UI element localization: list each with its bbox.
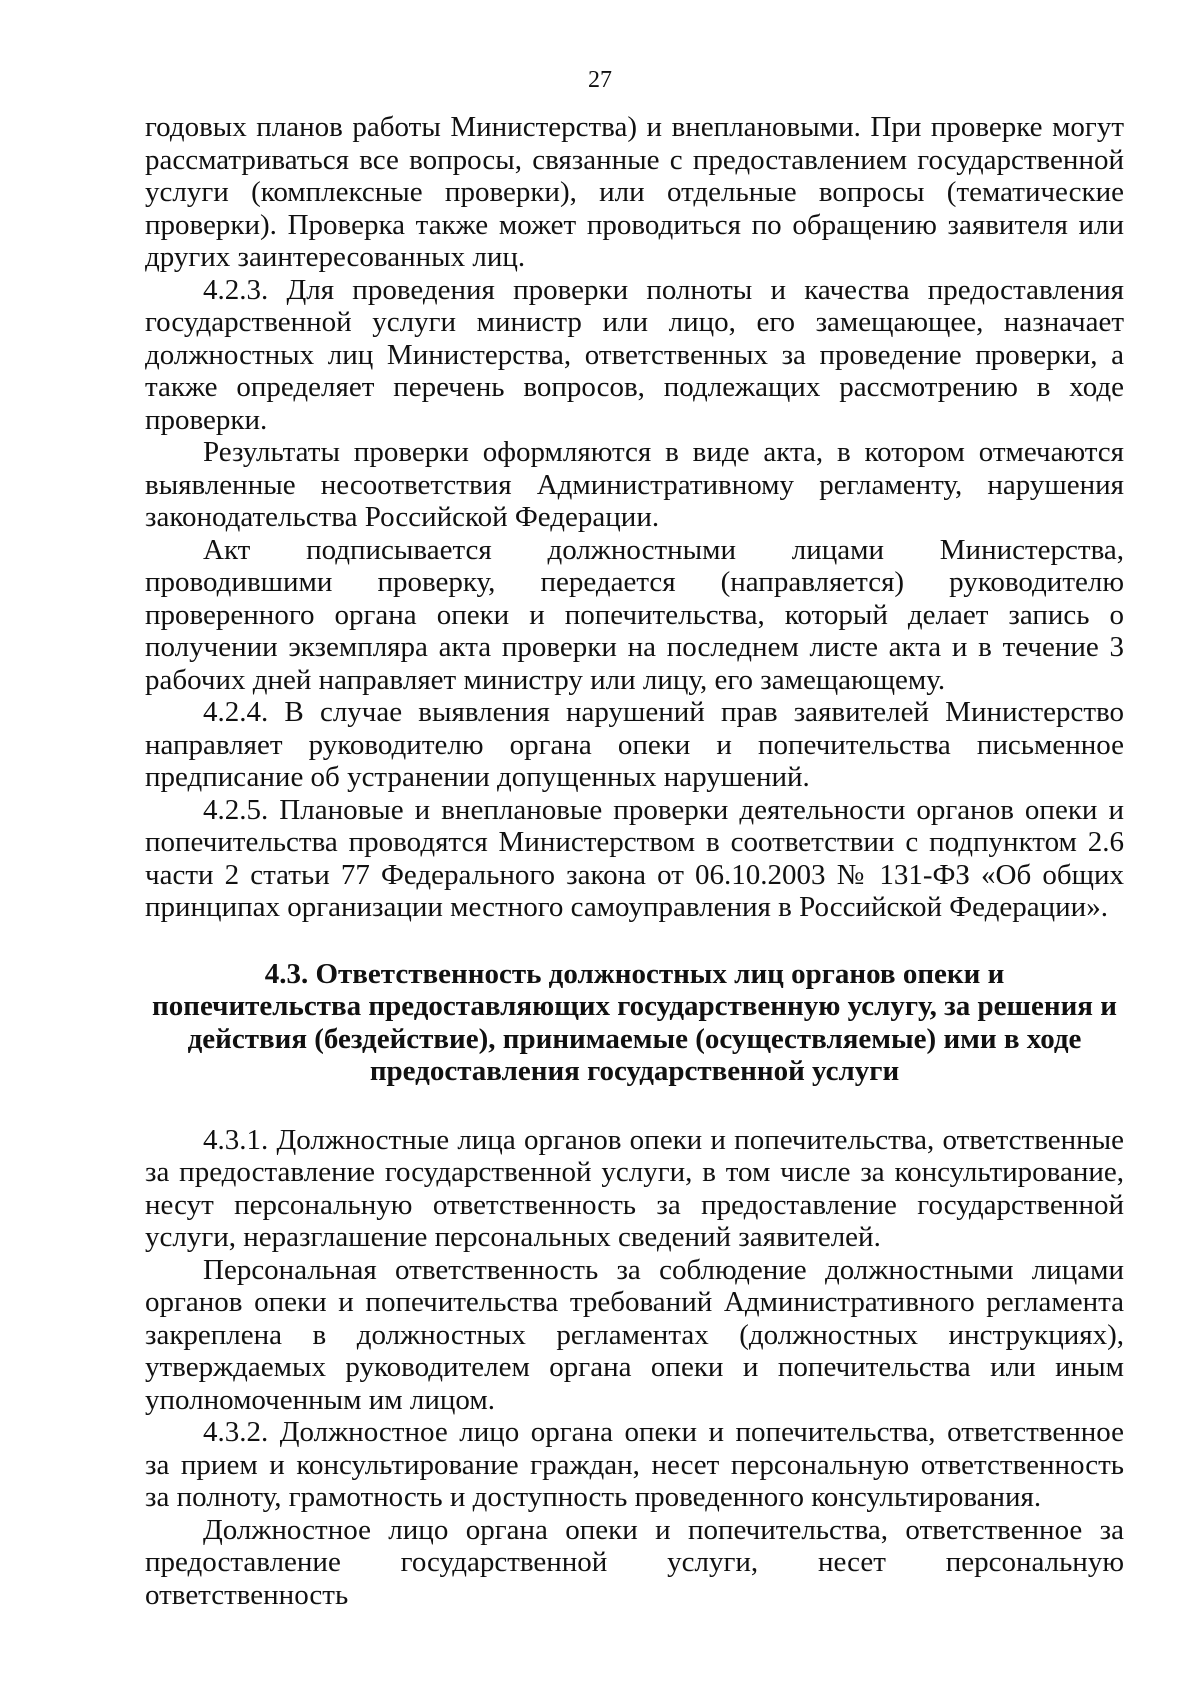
paragraph-personal-responsibility: Персональная ответственность за соблюдение должностными лицами органов опеки и попечительства требований Административного регламента закреплена в должностных регламентах (должностных инструкциях), утверждаемых руководителем органа опеки и попечительства или иным уполномоченным им лицом. (145, 1253, 1124, 1416)
section-heading-4-3 (145, 958, 1124, 1088)
paragraph-4-3-2: 4.3.2. Должностное лицо органа опеки и попечительства, ответственное за прием и консультирование граждан, несет персональную ответственность за полноту, грамотность и доступность проведенного консультирования. (145, 1416, 1124, 1513)
paragraph-4-2-4: 4.2.4. В случае выявления нарушений прав заявителей Министерство направляет руководителю органа опеки и попечительства письменное предписание об устранении допущенных нарушений. (145, 696, 1124, 793)
page-number: 27 (588, 67, 612, 93)
section-heading-line: действия (бездействие), принимаемые (осуществляемые) ими в ходе (187, 1022, 1082, 1055)
paragraph-official-responsibility: Должностное лицо органа опеки и попечительства, ответственное за предоставление государственной услуги, несет персональную ответственность (145, 1513, 1124, 1611)
section-heading-line: предоставления государственной услуги (369, 1055, 900, 1087)
paragraph-inspection-results: Результаты проверки оформляются в виде акта, в котором отмечаются выявленные несоответствия Административному регламенту, нарушения законодательства Российской Федерации. (145, 436, 1124, 533)
paragraph-4-2-5: 4.2.5. Плановые и внеплановые проверки деятельности органов опеки и попечительства проводятся Министерством в соответствии с подпунктом 2.6 части 2 статьи 77 Федерального закона от 06.10.2003 № 131-ФЗ «Об общих принципах организации местного самоуправления в Российской Федерации». (145, 793, 1124, 923)
section-heading-line: попечительства предоставляющих государственную услугу, за решения и (152, 990, 1117, 1022)
paragraph-4-3-1: 4.3.1. Должностные лица органов опеки и попечительства, ответственные за предоставление государственной услуги, в том числе за консультирование, несут персональную ответственность за предоставление государственной услуги, неразглашение персональных сведений заявителей. (145, 1123, 1124, 1253)
document-body (145, 111, 1124, 1611)
paragraph-4-2-3: 4.2.3. Для проведения проверки полноты и качества предоставления государственной услуги министр или лицо, его замещающее, назначает должностных лиц Министерства, ответственных за проведение проверки, а также определяет перечень вопросов, подлежащих рассмотрению в ходе проверки. (145, 273, 1124, 436)
paragraph-continuation: годовых планов работы Министерства) и внеплановыми. При проверке могут рассматриваться все вопросы, связанные с предоставлением государственной услуги (комплексные проверки), или отдельные вопросы (тематические проверки). Проверка также может проводиться по обращению заявителя или других заинтересованных лиц. (145, 111, 1124, 273)
section-heading-line: 4.3. Ответственность должностных лиц органов опеки и (264, 957, 1005, 990)
paragraph-act-signing: Акт подписывается должностными лицами Министерства, проводившими проверку, передается (направляется) руководителю проверенного органа опеки и попечительства, который делает запись о получении экземпляра акта проверки на последнем листе акта и в течение 3 рабочих дней направляет министру или лицу, его замещающему. (145, 533, 1124, 696)
